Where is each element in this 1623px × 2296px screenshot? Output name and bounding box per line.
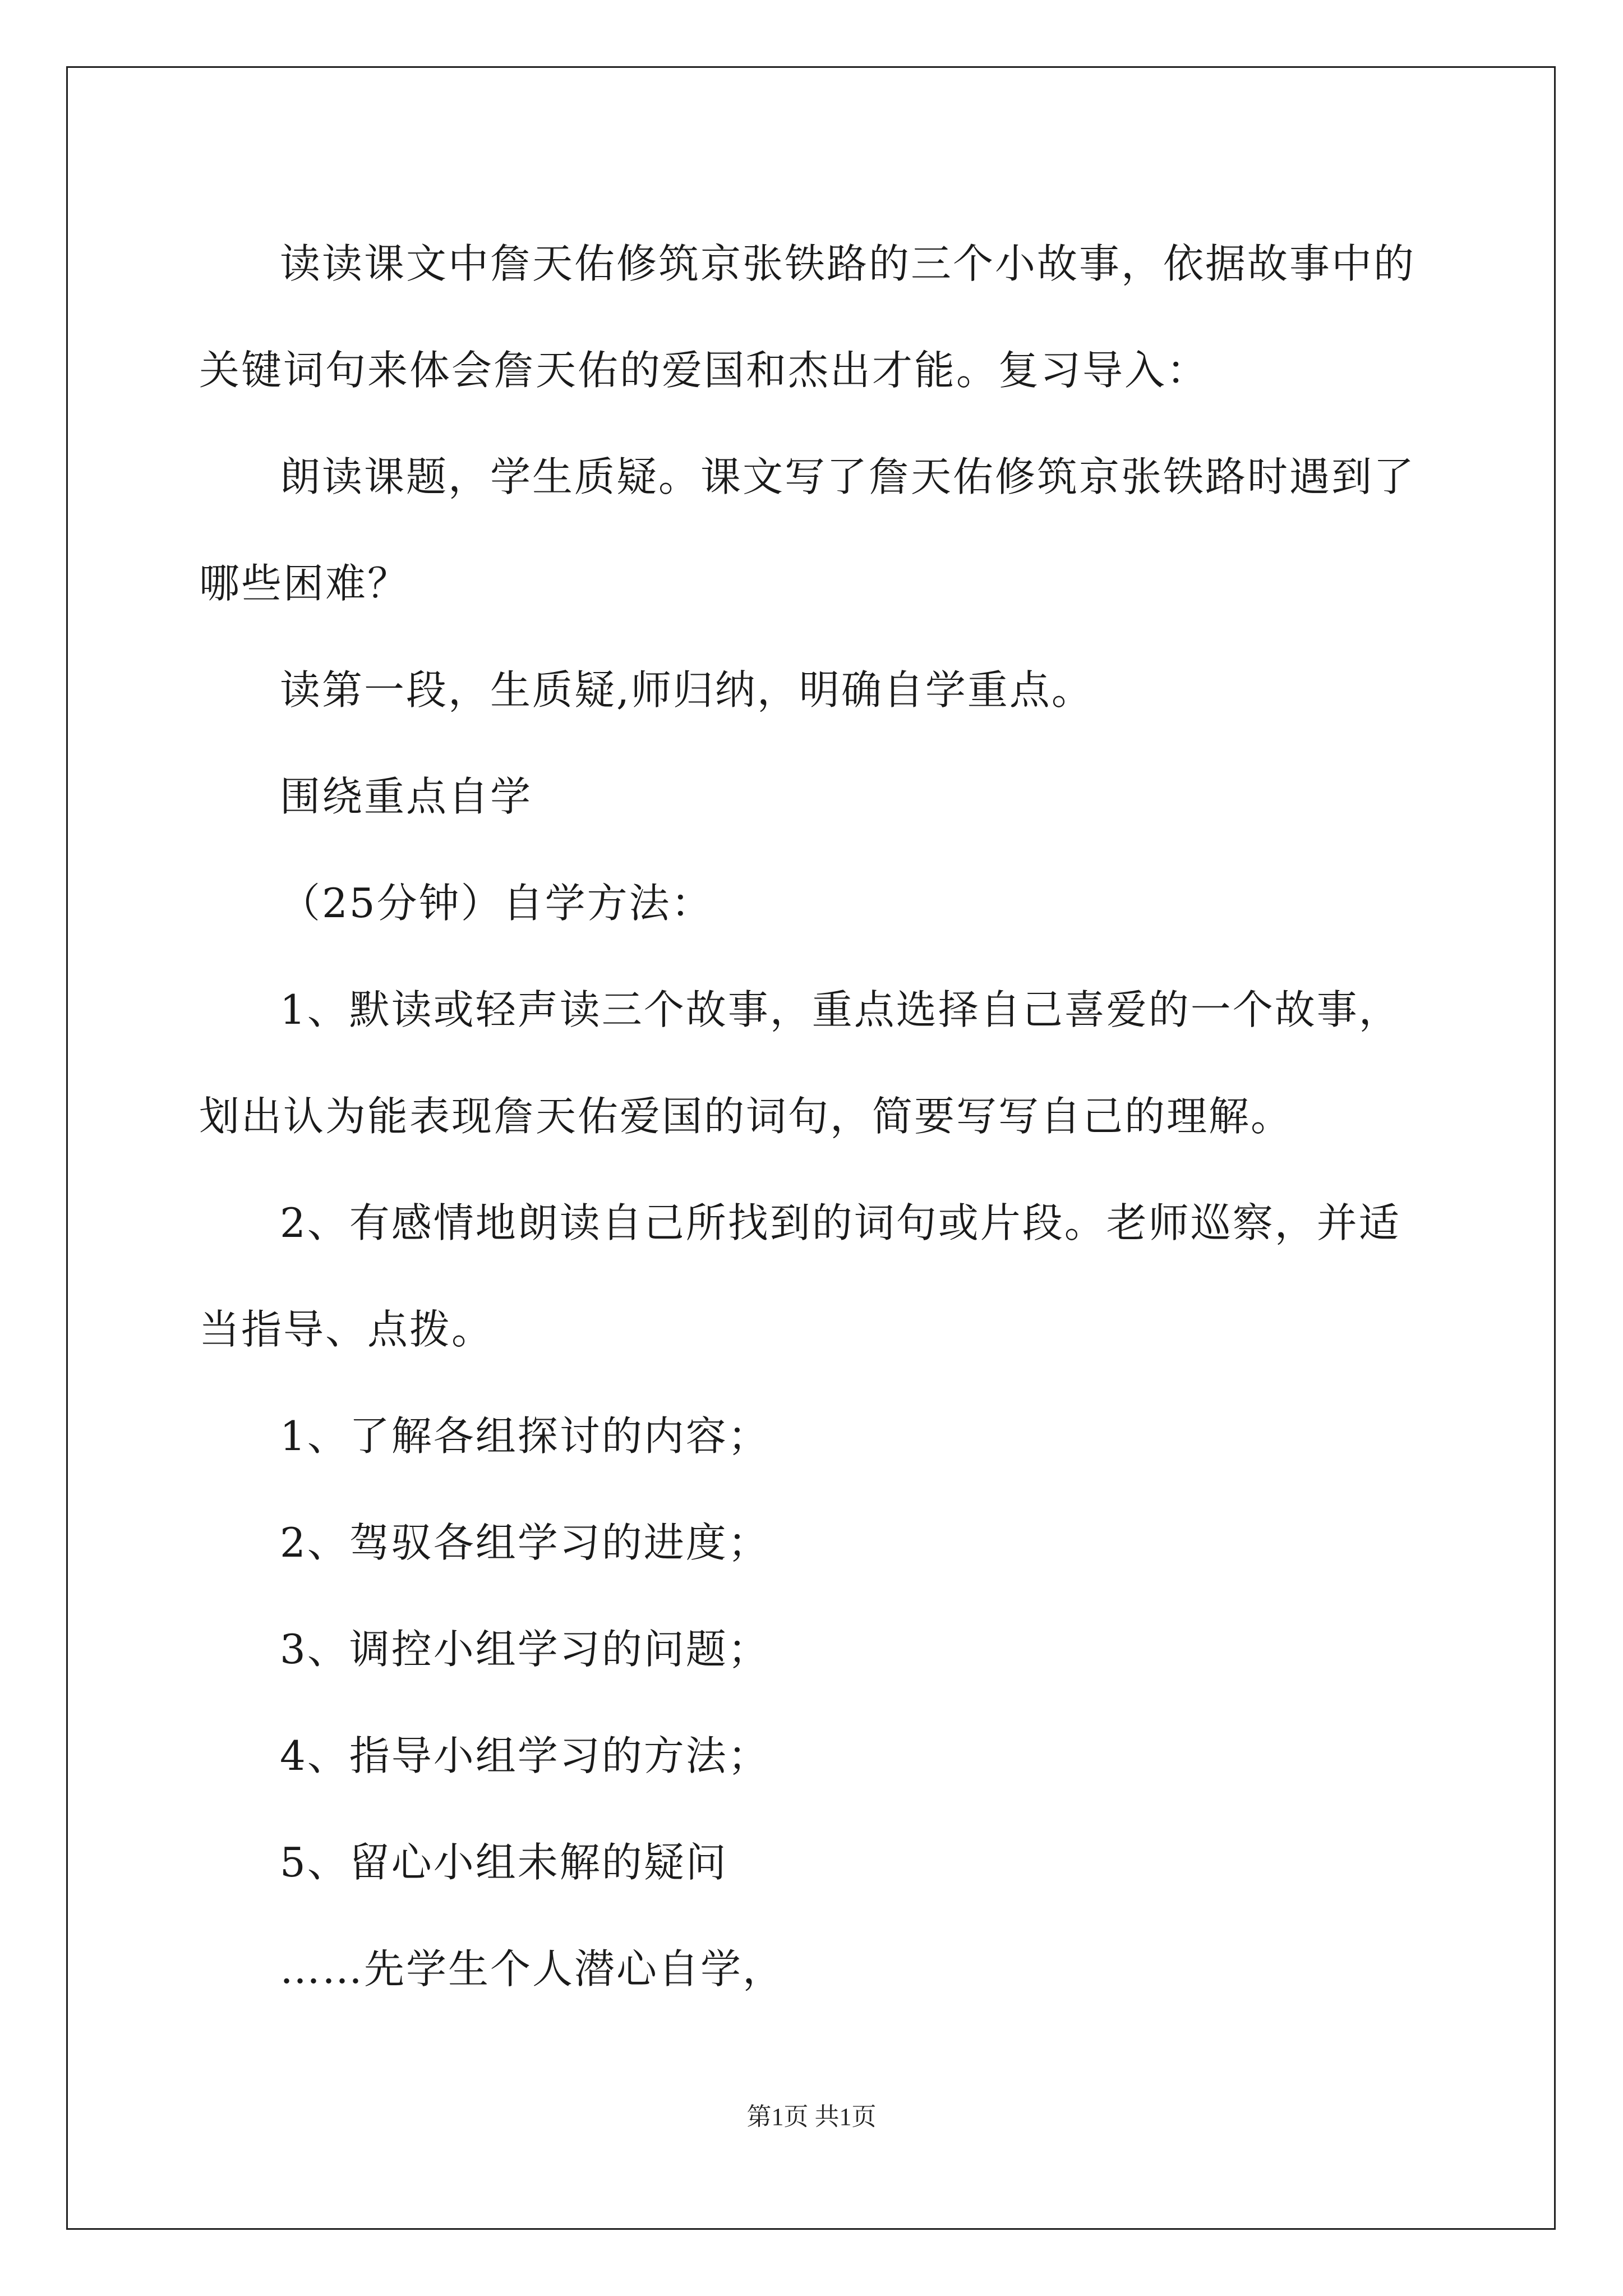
document-body — [199, 210, 1422, 2022]
paragraph: ……先学生个人潜心自学， — [280, 1945, 785, 1993]
paragraph: 5、留心小组未解的疑问 — [280, 1839, 728, 1886]
paragraph: 2、有感情地朗读自己所找到的词句或片段。老师巡察，并适当指导、点拨。 — [199, 1199, 1401, 1353]
paragraph: 读第一段，生质疑,师归纳，明确自学重点。 — [280, 666, 1094, 714]
paragraph: （25分钟）自学方法： — [280, 880, 713, 927]
paragraph: 围绕重点自学 — [280, 773, 533, 820]
paragraph: 朗读课题，学生质疑。课文写了詹天佑修筑京张铁路时遇到了哪些困难？ — [199, 453, 1416, 607]
page-footer: 第1页 共1页 — [746, 2103, 877, 2131]
paragraph: 读读课文中詹天佑修筑京张铁路的三个小故事，依据故事中的关键词句来体会詹天佑的爱国和杰出才能。复习导入： — [199, 240, 1416, 394]
paragraph: 1、了解各组探讨的内容； — [280, 1412, 770, 1460]
paragraph: 4、指导小组学习的方法； — [280, 1732, 770, 1779]
paragraph: 3、调控小组学习的问题； — [280, 1626, 770, 1673]
paragraph: 2、驾驭各组学习的进度； — [280, 1519, 770, 1566]
paragraph: 1、默读或轻声读三个故事，重点选择自己喜爱的一个故事，划出认为能表现詹天佑爱国的词句，简要写写自己的理解。 — [199, 986, 1401, 1140]
